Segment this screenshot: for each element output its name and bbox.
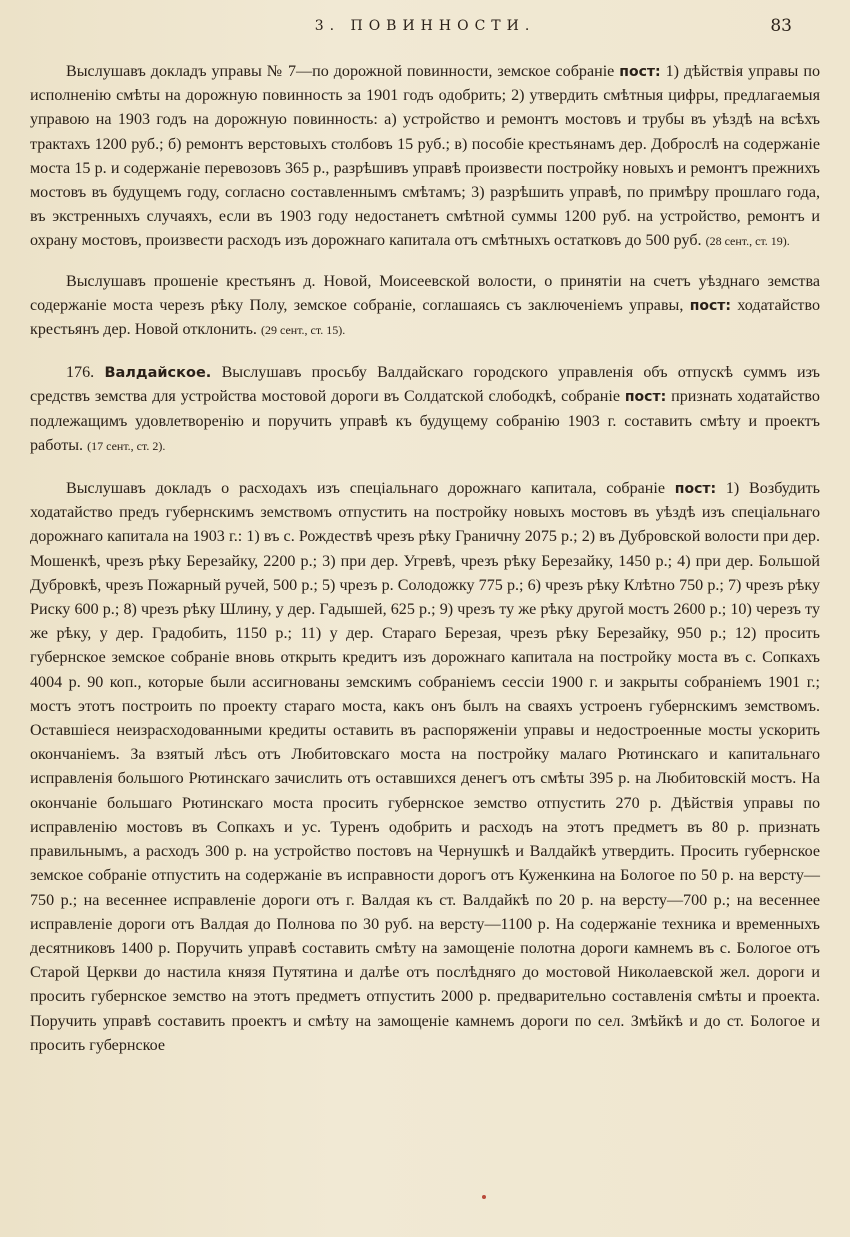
section-number: 176. <box>66 364 95 382</box>
resolution-marker: пост: <box>674 481 717 498</box>
ink-speck <box>482 1195 486 1199</box>
paragraph-text: Выслушавъ просьбу Валдайскаго городского управленія объ отпускѣ суммъ изъ средствъ земства для устройства мостовой дороги въ Солдатской слободкѣ, собраніе <box>30 364 820 406</box>
paragraph-valdai-section <box>30 361 820 458</box>
paragraph-text: Выслушавъ прошеніе крестьянъ д. Новой, Моисеевской волости, о принятіи на счетъ уѣзднаго земства содержаніе моста черезъ рѣку Полу, земское собраніе, соглашаясь съ заключеніемъ управы, <box>30 272 820 314</box>
paragraph-text: Выслушавъ докладъ управы № 7—по дорожной повинности, земское собраніе <box>66 63 615 80</box>
session-citation: (17 сент., ст. 2). <box>87 438 166 453</box>
paragraph-text: Выслушавъ докладъ о расходахъ изъ спеціальнаго дорожнаго капитала, собраніе <box>66 480 665 498</box>
paragraph-text: признать ходатайство подлежащимъ удовлетворенію и поручить управѣ къ будущему собранію 1903 г. составить смѣту и проектъ работы. <box>30 388 820 454</box>
page-body <box>30 60 820 1077</box>
paragraph-road-capital-expenses <box>30 477 820 1058</box>
paragraph-text: 1) Возбудить ходатайство предъ губернскимъ земствомъ отпустить на постройку новыхъ мостовъ въ уѣздѣ изъ спеціальнаго дорожнаго капитала на 1903 г.: 1) въ с. Рождествѣ чрезъ рѣку Граничну 2075 р.; 2) въ Дубровской волости при дер. Мошенкѣ, чрезъ рѣку Березайку, 2200 р.; 3) при дер. Угревѣ, чрезъ рѣку Березайку, 1450 р.; 4) при дер. Большой Дубровкѣ, чрезъ Пожарный ручей, 500 р.; 5) чрезъ р. Солодожку 775 р.; 6) чрезъ рѣку Клѣтно 750 р.; 7) чрезъ рѣку Риску 600 р.; 8) чрезъ рѣку Шлину, у дер. Гадышей, 625 р.; 9) чрезъ ту же рѣку другой мостъ 2600 р.; 10) черезъ ту же рѣку, у дер. Градобить, 1150 р.; 11) у дер. Стараго Березая, чрезъ рѣку Березайку, 950 р.; 12) просить губернское земское собраніе вновь открыть кредитъ изъ дорожнаго капитала на постройку моста въ с. Сопкахъ 4004 р. 90 коп., которые были ассигнованы земскимъ собраніемъ сессіи 1900 г. и закрыты собраніемъ 1901 г.; мостъ этотъ построить по проекту стараго моста, какъ онъ былъ на сваяхъ устроенъ губернскимъ земствомъ. Оставшіеся неизрасходованными кредиты оставить въ распоряженіи управы и недостроенные мосты ускорить окончаніемъ. За взятый лѣсъ отъ Любитовскаго моста на постройку малаго Рютинскаго и капитальнаго исправленія большого Рютинскаго зачислить отъ оставшихся денегъ отъ смѣты 395 р. на Любитовскій мостъ. На окончаніе большаго Рютинскаго моста просить губернское земство отпустить 270 р. Дѣйствія управы по исправленію мостовъ въ Сопкахъ и ус. Туренъ одобрить и расходъ на этотъ предметъ въ 80 р. признать правильнымъ, а расходъ 300 р. на устройство постовъ на Чернушкѣ и Валдайкѣ утвердить. Просить губернское земское собраніе отпустить на содержаніе въ исправности дорогъ отъ Куженкина на Бологое по 50 р. на версту—750 р.; на весеннее исправленіе дороги отъ г. Валдая къ ст. Валдайкѣ по 20 р. на версту—700 р.; на весеннее исправленіе дороги отъ Валдая до Полнова по 30 руб. на версту—1100 р. На содержаніе техника и временныхъ десятниковъ 1400 р. Поручить управѣ составить смѣту на замощеніе полотна дороги камнемъ въ с. Бологое отъ Старой Церкви до настила князя Путятина и далѣе отъ послѣдняго до мостовой Николаевской жел. дороги и просить губернское земство на этотъ предметъ отпустить 2000 р. предварительно составленія смѣты и проекта. Поручить управѣ составить проектъ и смѣту на замощеніе камнемъ дороги по сел. Змѣйкѣ и до ст. Бологое и просить губернское <box>30 480 820 1054</box>
section-name: Валдайское. <box>104 365 212 382</box>
paragraph-road-duty-report <box>30 60 820 254</box>
paragraph-text: ходатайство крестьянъ дер. Новой отклонить. <box>30 296 820 339</box>
resolution-marker: пост: <box>689 297 732 314</box>
paragraph-novaya-petition <box>30 270 820 343</box>
resolution-marker: пост: <box>619 64 661 80</box>
page-header <box>0 18 850 42</box>
session-citation: (29 сент., ст. 15). <box>260 323 346 338</box>
paragraph-text: 1) дѣйствія управы по исполненію смѣты на дорожную повинность за 1901 годъ одобрить; 2) утвердить смѣтныя цифры, предлагаемыя управою на 1903 годъ на дорожную повинность: а) устройство и ремонтъ мостовъ и трубы въ уѣздѣ на всѣхъ трактахъ 1200 руб.; б) ремонтъ верстовыхъ столбовъ 15 руб.; в) пособіе крестьянамъ дер. Доброслѣ на содержаніе моста 15 р. и содержаніе перевозовъ 365 р., разрѣшивъ управѣ произвести постройку новыхъ и ремонтъ прежнихъ мостовъ въ будущемъ году, согласно составленнымъ смѣтамъ; 3) разрѣшить управѣ, по примѣру прошлаго года, въ экстренныхъ случаяхъ, если въ 1903 году недостанетъ смѣтной суммы 1200 руб. на устройство, ремонтъ и охрану мостовъ, произвести расходъ изъ дорожнаго капитала отъ смѣтныхъ остатковъ до 500 руб. <box>30 63 820 250</box>
page-number: 83 <box>770 16 792 36</box>
running-title: 3. ПОВИННОСТИ. <box>314 18 536 34</box>
session-citation: (28 сент., ст. 19). <box>705 234 790 249</box>
resolution-marker: пост: <box>624 389 667 406</box>
